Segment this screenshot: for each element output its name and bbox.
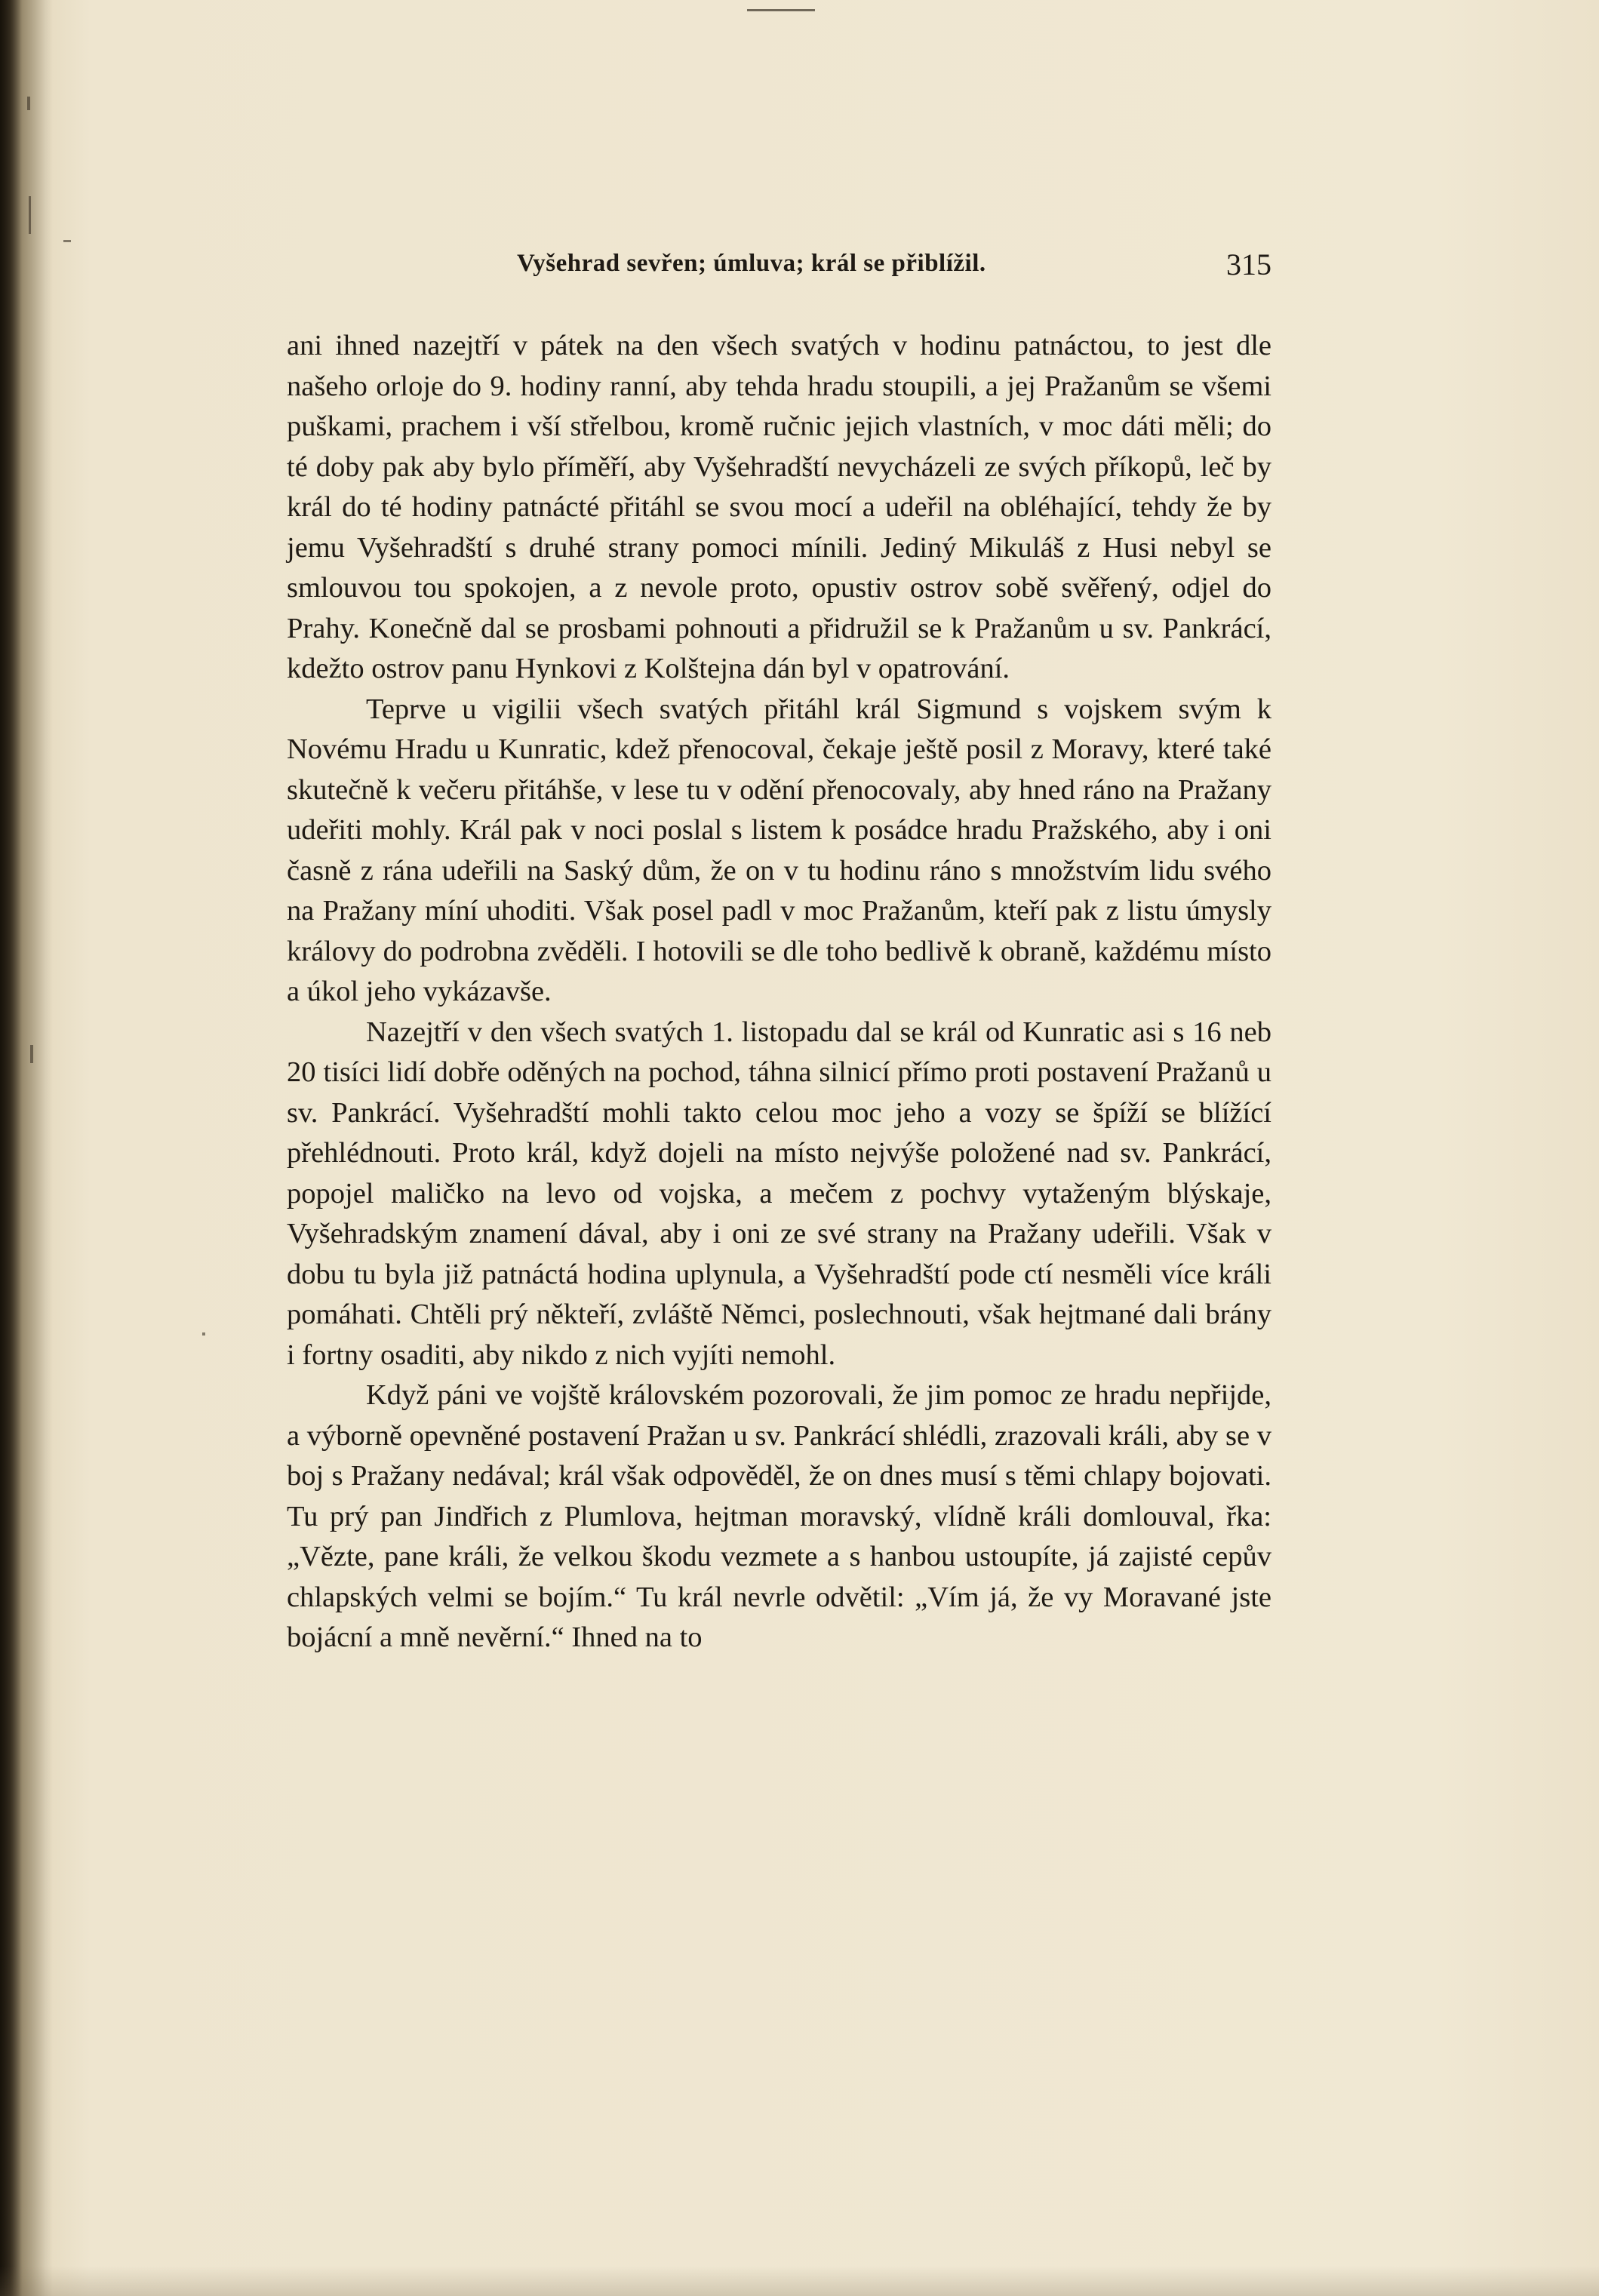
running-header <box>287 247 1272 287</box>
margin-mark <box>27 97 30 110</box>
paragraph: Teprve u vigilii všech svatých přitáhl král Sigmund s vojskem svým k Novému Hradu u Kunratic, kdež přenocoval, čekaje ještě posil z Moravy, které také skutečně k večeru přitáhše, v lese tu v odění přenocovaly, aby hned ráno na Pražany udeřiti mohly. Král pak v noci poslal s listem k posádce hradu Pražského, aby i oni časně z rána udeřili na Saský dům, že on v tu hodinu ráno s množstvím lidu svého na Pražany míní uhoditi. Však posel padl v moc Pražanům, kteří pak z listu úmysly královy do podrobna zvěděli. I hotovili se dle toho bedlivě k obraně, každému místo a úkol jeho vykázavše. <box>287 693 1272 1007</box>
paragraph: ani ihned nazejtří v pátek na den všech svatých v hodinu patnáctou, to jest dle našeho orloje do 9. hodiny ranní, aby tehda hradu stoupili, a jej Pražanům se všemi puškami, prachem i vší střelbou, kromě ručnic jejich vlastních, v moc dáti měli; do té doby pak aby bylo příměří, aby Vyšehradští nevycházeli ze svých příkopů, leč by král do té hodiny patnácté přitáhl se svou mocí a udeřil na obléhající, tehdy že by jemu Vyšehradští s druhé strany pomoci mínili. Jediný Mikuláš z Husi nebyl se smlouvou tou spokojen, a z nevole proto, opustiv ostrov sobě svěřený, odjel do Prahy. Konečně dal se prosbami pohnouti a přidružil se k Pražanům u sv. Pankrácí, kdežto ostrov panu Hynkovi z Kolštejna dán byl v opatrování. <box>287 330 1272 684</box>
margin-mark <box>30 1045 33 1063</box>
page-bottom-edge <box>0 2266 1599 2296</box>
margin-mark <box>29 196 31 234</box>
margin-mark <box>202 1332 205 1335</box>
printer-mark <box>747 9 815 11</box>
running-title: Vyšehrad sevřen; úmluva; král se přiblížil. <box>517 250 986 277</box>
binding-shadow <box>0 0 53 2296</box>
page-number: 315 <box>1226 247 1272 281</box>
paragraph: Nazejtří v den všech svatých 1. listopadu dal se král od Kunratic asi s 16 neb 20 tisíci lidí dobře oděných na pochod, táhna silnicí přímo proti postavení Pražanů u sv. Pankrácí. Vyšehradští mohli takto celou moc jeho a vozy se špíží se blížící přehlédnouti. Proto král, když dojeli na místo nejvýše položené nad sv. Pankrácí, popojel maličko na levo od vojska, a mečem z pochvy vytaženým blýskaje, Vyšehradským znamení dával, aby i oni ze své strany na Pražany udeřili. Však v dobu tu byla již patnáctá hodina uplynula, a Vyšehradští pode ctí nesměli více králi pomáhati. Chtěli prý někteří, zvláště Němci, poslechnouti, však hejtmané dali brány i fortny osaditi, aby nikdo z nich vyjíti nemohl. <box>287 1016 1272 1371</box>
margin-mark <box>63 240 71 242</box>
body-text <box>287 326 1272 1658</box>
paragraph: Když páni ve vojště královském pozorovali, že jim pomoc ze hradu nepřijde, a výborně opevněné postavení Pražan u sv. Pankrácí shlédli, zrazovali králi, aby se v boj s Pražany nedával; král však odpověděl, že on dnes musí s těmi chlapy bojovati. Tu prý pan Jindřich z Plumlova, hejtman moravský, vlídně králi domlouval, řka: „Vězte, pane králi, že velkou škodu vezmete a s hanbou ustoupíte, já zajisté cepův chlapských velmi se bojím.“ Tu král nevrle odvětil: „Vím já, že vy Moravané jste bojácní a mně nevěrní.“ Ihned na to <box>287 1379 1272 1653</box>
